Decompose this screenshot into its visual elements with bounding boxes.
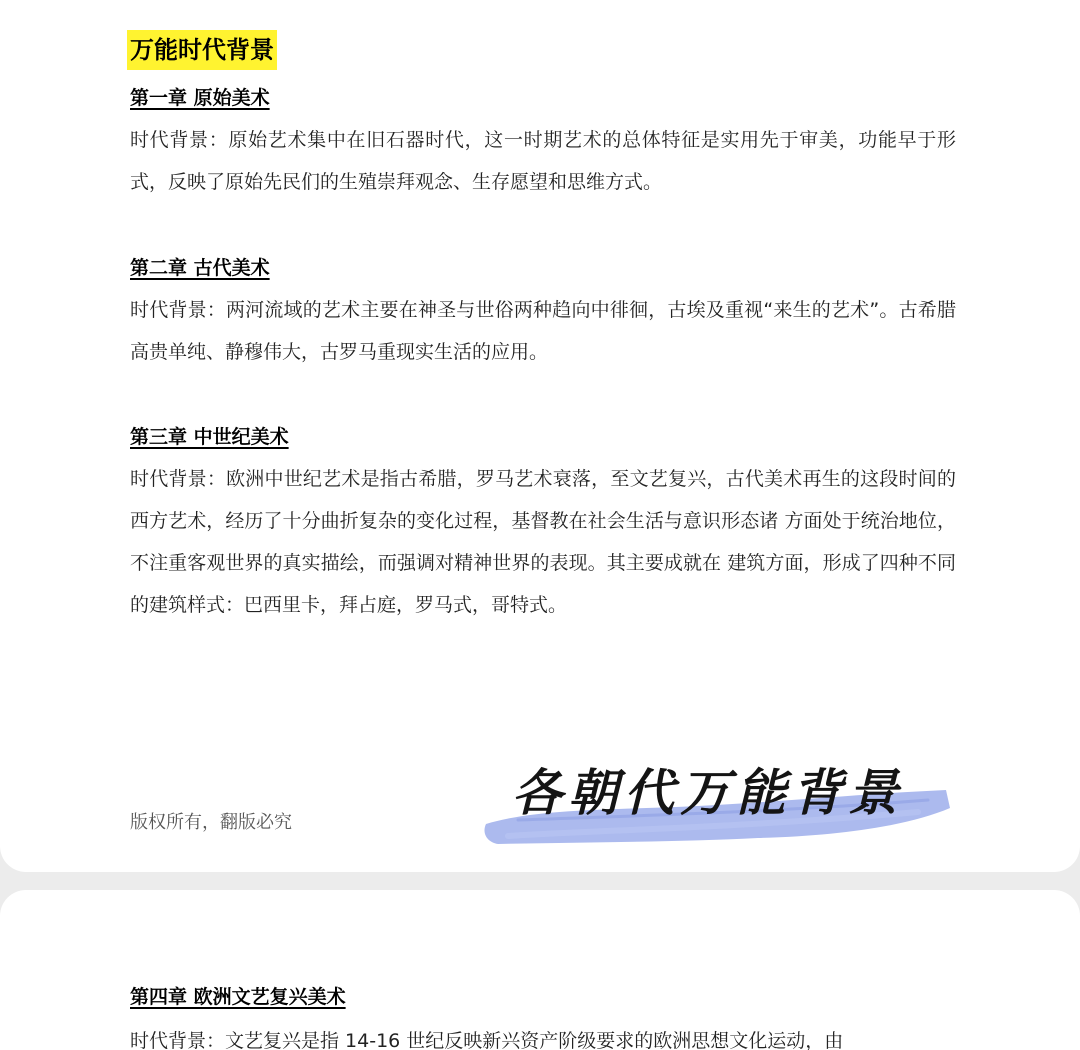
page-title: 万能时代背景 <box>127 30 277 70</box>
chapter-heading-3: 第三章 中世纪美术 <box>130 426 289 448</box>
copyright-notice: 版权所有，翻版必究 <box>130 812 292 833</box>
chapter-body-4: 时代背景：文艺复兴是指 14-16 世纪反映新兴资产阶级要求的欧洲思想文化运动，由 <box>130 1030 844 1050</box>
stamp-text: 各朝代万能背景 <box>512 763 904 822</box>
chapter-heading-4: 第四章 欧洲文艺复兴美术 <box>130 986 346 1008</box>
chapter-heading-2: 第二章 古代美术 <box>130 257 270 279</box>
brush-stamp-logo <box>478 750 958 860</box>
document-card-bottom <box>0 890 1080 1050</box>
chapter-heading-1: 第一章 原始美术 <box>130 87 270 109</box>
chapter-body-3: 时代背景：欧洲中世纪艺术是指古希腊，罗马艺术衰落，至文艺复兴，古代美术再生的这段时间的西方艺术，经历了十分曲折复杂的变化过程，基督教在社会生活与意识形态诸 方面处于统治地位，不注重客观世界的真实描绘，而强调对精神世界的表现。其主要成就在 建筑方面，形成了四种不同的建筑样式：巴西里卡，拜占庭，罗马式，哥特式。 <box>130 468 956 616</box>
chapter-body-1: 时代背景：原始艺术集中在旧石器时代，这一时期艺术的总体特征是实用先于审美，功能早于形式，反映了原始先民们的生殖崇拜观念、生存愿望和思维方式。 <box>130 129 956 193</box>
chapter-body-2: 时代背景：两河流域的艺术主要在神圣与世俗两种趋向中徘徊，古埃及重视“来生的艺术”。古希腊高贵单纯、静穆伟大，古罗马重现实生活的应用。 <box>130 299 956 363</box>
